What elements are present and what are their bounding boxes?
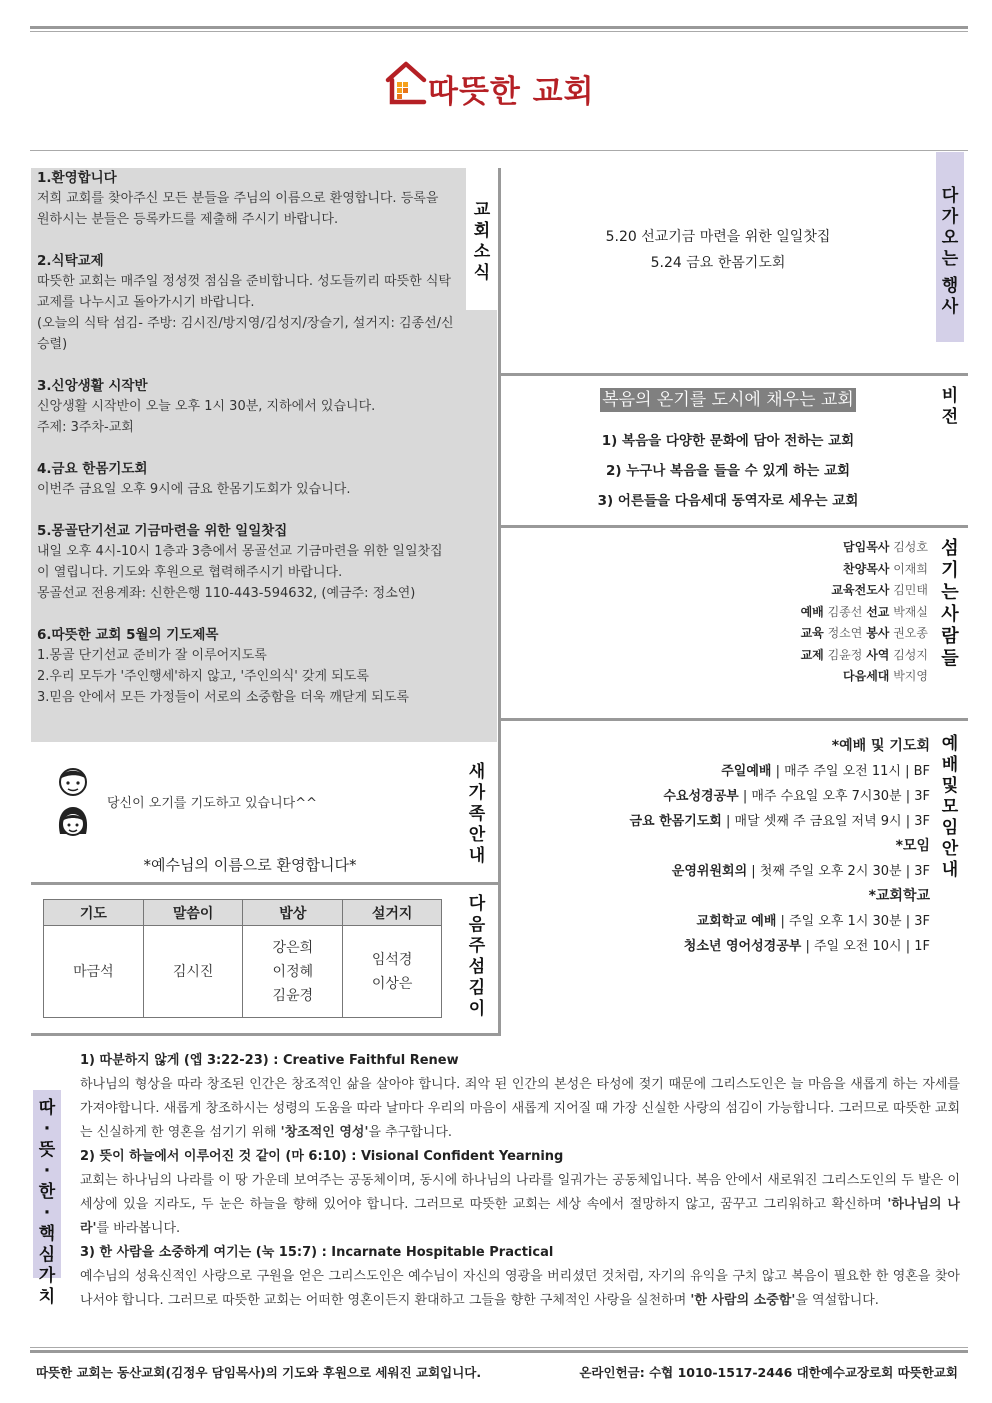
next-service-table [43, 899, 442, 1018]
core-value-title: 3) 한 사람을 소중하게 여기는 (눅 15:7) : Incarnate Hospitable Practical [80, 1245, 554, 1260]
schedule-item: 운영위원회의 | 첫째 주일 오후 2시 30분 | 3F [671, 864, 930, 879]
vision-headline: 복음의 온기를 도시에 채우는 교회 [602, 390, 854, 410]
notice-body: (오늘의 식탁 섬김- 주방: 김시진/방지영/김성지/장슬기, 설거지: 김종선/신승렬) [37, 316, 454, 352]
people-tab: 섬 기 는 사 람 들 [941, 538, 959, 669]
event-item: 5.20 선교기금 마련을 위한 일일찻집 [605, 229, 831, 245]
notice-item [37, 521, 455, 604]
schedule-item: 주일예배 | 매주 주일 오전 11시 | BF [721, 764, 930, 779]
table-header: 말씀이 [143, 900, 243, 926]
family-welcome: *예수님의 이름으로 환영합니다* [143, 856, 357, 874]
notice-body: 저희 교회를 찾아주신 모든 분들을 주님의 이름으로 환영합니다. 등록을 원하시는 분들은 등록카드를 제출해 주시기 바랍니다. [37, 191, 439, 227]
family-section [31, 742, 497, 882]
schedule-item: 금요 한몸기도회 | 매달 셋째 주 금요일 저녁 9시 | 3F [629, 814, 930, 829]
next-service-tab: 다 음 주 섬 김 이 [468, 894, 486, 1019]
notice-title: 2.식탁교제 [37, 253, 104, 269]
people-row: 교제 김윤정 사역 김성지 [800, 647, 928, 662]
people-list [600, 537, 928, 688]
vision-item: 2) 누구나 복음을 들을 수 있게 하는 교회 [605, 463, 851, 479]
schedule-heading: *교회학교 [868, 888, 930, 904]
family-tab: 새 가 족 안 내 [468, 762, 486, 866]
table-row [44, 926, 442, 1018]
table-cell: 마금석 [44, 926, 144, 1018]
core-values [80, 1049, 960, 1313]
core-value-title: 1) 따분하지 않게 (엡 3:22-23) : Creative Faithful Renew [80, 1053, 459, 1068]
notice-title: 3.신앙생활 시작반 [37, 378, 148, 394]
notice-body: 내일 오후 4시-10시 1층과 3층에서 몽골선교 기금마련을 위한 일일찻집이 열립니다. 기도와 후원으로 협력해주시기 바랍니다. [37, 544, 443, 580]
people-row: 찬양목사 이재희 [843, 561, 928, 576]
table-cell: 강은희 이정혜 김윤경 [243, 926, 343, 1018]
footer-left: 따뜻한 교회는 동산교회(김정우 담임목사)의 기도와 후원으로 세워진 교회입니다. [36, 1365, 482, 1380]
notice-body: 이번주 금요일 오후 9시에 금요 한몸기도회가 있습니다. [37, 482, 351, 497]
notice-tab: 교 회 소 식 [473, 200, 491, 283]
girl-face-icon [56, 804, 90, 842]
notice-body: 신앙생활 시작반이 오늘 오후 1시 30분, 지하에서 있습니다. [37, 399, 376, 414]
people-row: 담임목사 김성호 [843, 540, 928, 554]
core-values-tab: 따 · 뜻 · 한 · 핵 심 가 치 [38, 1098, 56, 1307]
vision-item: 1) 복음을 다양한 문화에 담아 전하는 교회 [601, 433, 855, 449]
table-header: 기도 [44, 900, 144, 926]
core-value-title: 2) 뜻이 하늘에서 이루어진 것 같이 (마 6:10) : Visional Confident Yearning [80, 1149, 564, 1164]
notice-title: 1.환영합니다 [37, 170, 117, 186]
core-value-body: 하나님의 형상을 따라 창조된 인간은 창조적인 삶을 살아야 합니다. 죄악 된 인간의 본성은 타성에 젖기 때문에 그리스도인은 늘 마음을 새롭게 하는 자세를 가져야합니다. 새롭게 창조하시는 성령의 도움을 따라 날마다 우리의 마음이 새롭게 지어질 때 가장 신실한 사랑의 섬김이 가능합니다. 그러므로 따뜻한 교회는 신실하게 한 영혼을 섬기기 위해 '창조적인 영성'을 추구합니다. [80, 1077, 960, 1140]
notice-body: 3.믿음 안에서 모든 가정들이 서로의 소중함을 더욱 깨닫게 되도록 [37, 690, 409, 705]
notice-item [37, 459, 455, 500]
table-cell: 김시진 [143, 926, 243, 1018]
notice-item [37, 251, 455, 355]
core-value-body: 예수님의 성육신적인 사랑으로 구원을 얻은 그리스도인은 예수님이 자신의 영광을 버리셨던 것처럼, 자기의 유익을 구치 않고 복음이 필요한 한 영혼을 찾아 나서야 합니다. 그러므로 따뜻한 교회는 어떠한 영혼이든지 환대하고 그들을 향한 구체적인 사랑을 실천하며 '한 사람의 소중함'을 역설합니다. [80, 1269, 960, 1308]
notice-body: 주제: 3주차-교회 [37, 420, 134, 435]
schedule-item: 수요성경공부 | 매주 수요일 오후 7시30분 | 3F [663, 789, 930, 804]
notice-title: 5.몽골단기선교 기금마련을 위한 일일찻집 [37, 523, 288, 539]
boy-face-icon [57, 764, 89, 798]
notice-title: 6.따뜻한 교회 5월의 기도제목 [37, 627, 219, 643]
schedule-heading: *예배 및 기도회 [831, 738, 930, 754]
table-header: 설거지 [343, 900, 442, 926]
logo-text: 따뜻한 교회 [428, 74, 595, 110]
house-logo-icon [384, 58, 428, 108]
schedule-item: 청소년 영어성경공부 | 주일 오전 10시 | 1F [683, 939, 930, 954]
people-row: 다음세대 박지영 [843, 669, 928, 683]
family-message: 당신이 오기를 기도하고 있습니다^^ [107, 796, 317, 811]
vision-item: 3) 어른들을 다음세대 동역자로 세우는 교회 [597, 493, 859, 509]
schedule-heading: *모임 [895, 838, 930, 854]
notice-list [37, 168, 455, 729]
worship-tab: 예 배 및 모 임 안 내 [941, 734, 959, 880]
events-tab: 다 가 오 는 행 사 [941, 186, 959, 317]
core-value-body: 교회는 하나님의 나라를 이 땅 가운데 보여주는 공동체이며, 동시에 하나님의 나라를 일궈가는 공동체입니다. 복음 안에서 새로워진 그리스도인의 두 발은 이 세상에 있을 지라도, 두 눈은 하늘을 향해 있어야 합니다. 그러므로 따뜻한 교회는 세상 속에서 절망하지 않고, 꿈꾸고 그리워하고 확신하며 '하나님의 나라'를 바라봅니다. [80, 1173, 960, 1236]
schedule-item: 교회학교 예배 | 주일 오후 1시 30분 | 3F [696, 914, 930, 929]
table-cell: 임석경 이상은 [343, 926, 442, 1018]
notice-body: 2.우리 모두가 '주인행세'하지 않고, '주인의식' 갖게 되도록 [37, 669, 369, 684]
notice-title: 4.금요 한몸기도회 [37, 461, 148, 477]
notice-body: 따뜻한 교회는 매주일 정성껏 점심을 준비합니다. 성도들끼리 따뜻한 식탁교제를 나누시고 돌아가시기 바랍니다. [37, 274, 451, 310]
vision-tab: 비 전 [941, 386, 959, 427]
table-header: 밥상 [243, 900, 343, 926]
vision-block [500, 388, 956, 516]
notice-item [37, 168, 455, 230]
event-item: 5.24 금요 한몸기도회 [650, 255, 786, 271]
worship-schedule [560, 734, 930, 959]
events-list [500, 224, 936, 276]
notice-item [37, 376, 455, 438]
notice-body: 몽골선교 전용계좌: 신한은행 110-443-594632, (예금주: 정소연) [37, 586, 416, 601]
people-row: 교육전도사 김민태 [831, 583, 928, 597]
notice-body: 1.몽골 단기선교 준비가 잘 이루어지도록 [37, 648, 267, 663]
logo [384, 58, 614, 112]
footer-right: 온라인헌금: 수협 1010-1517-2446 대한예수교장로회 따뜻한교회 [579, 1365, 958, 1380]
notice-item [37, 625, 455, 708]
people-row: 교육 정소연 봉사 권오종 [800, 626, 928, 640]
people-row: 예배 김종선 선교 박재실 [800, 604, 928, 619]
